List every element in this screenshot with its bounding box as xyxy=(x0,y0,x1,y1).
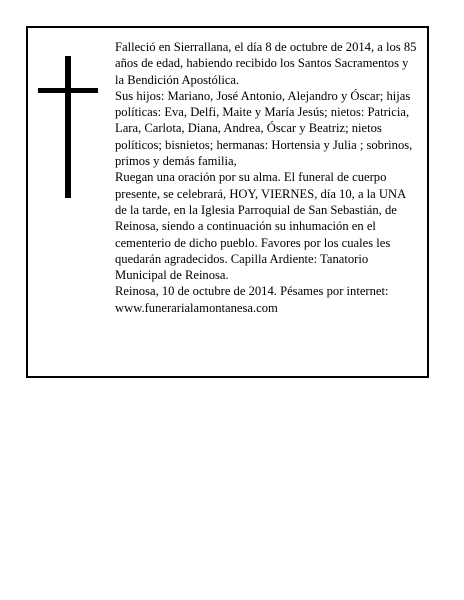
cross-horizontal-bar xyxy=(38,88,98,93)
notice-body xyxy=(115,39,417,316)
death-announcement-paragraph: Falleció en Sierrallana, el día 8 de octubre de 2014, a los 85 años de edad, habiendo recibido los Santos Sacramentos y la Bendición Apostólica. xyxy=(115,40,417,87)
latin-cross-icon xyxy=(38,56,98,198)
cross-vertical-bar xyxy=(65,56,71,198)
funeral-details-paragraph: Ruegan una oración por su alma. El funeral de cuerpo presente, se celebrará, HOY, VIERNES, día 10, a la UNA de la tarde, en la Iglesia Parroquial de San Sebastián, de Reinosa, siendo a continuación su inhumación en el cementerio de dicho pueblo. Favores por los cuales les quedarán agradecidos. Capilla Ardiente: Tanatorio Municipal de Reinosa. xyxy=(115,170,406,283)
date-and-condolences-paragraph: Reinosa, 10 de octubre de 2014. Pésames por internet: www.funerarialamontanesa.com xyxy=(115,284,389,315)
family-paragraph: Sus hijos: Mariano, José Antonio, Alejandro y Óscar; hijas políticas: Eva, Delfi, Maite y María Jesús; nietos: Patricia, Lara, Carlota, Diana, Andrea, Óscar y Beatriz; nietos políticos; bisnietos; hermanas: Hortensia y Julia ; sobrinos, primos y demás familia, xyxy=(115,88,413,169)
obituary-notice xyxy=(26,26,429,378)
